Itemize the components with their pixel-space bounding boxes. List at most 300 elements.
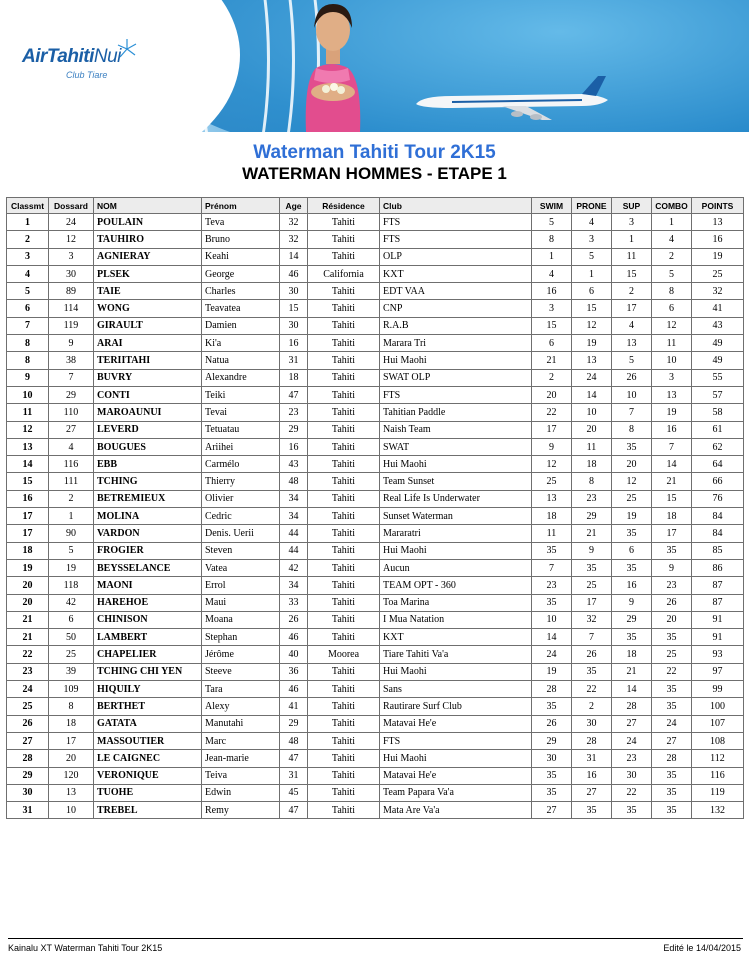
- combo-cell: 26: [652, 594, 692, 611]
- last-name-cell: CHINISON: [94, 611, 202, 628]
- age-cell: 31: [280, 767, 308, 784]
- age-cell: 47: [280, 802, 308, 819]
- sup-cell: 12: [612, 473, 652, 490]
- sup-cell: 5: [612, 352, 652, 369]
- sup-cell: 7: [612, 404, 652, 421]
- prone-cell: 8: [572, 473, 612, 490]
- first-name-cell: Steeve: [202, 663, 280, 680]
- swim-cell: 5: [532, 214, 572, 231]
- points-cell: 108: [692, 732, 744, 749]
- points-cell: 86: [692, 559, 744, 576]
- rank-cell: 17: [7, 525, 49, 542]
- prone-cell: 22: [572, 681, 612, 698]
- bib-cell: 9: [49, 335, 94, 352]
- bib-cell: 17: [49, 732, 94, 749]
- logo-name-thin: Nui: [93, 46, 121, 67]
- table-row: [7, 300, 744, 317]
- sup-cell: 10: [612, 386, 652, 403]
- swim-cell: 17: [532, 421, 572, 438]
- bib-cell: 114: [49, 300, 94, 317]
- table-row: [7, 698, 744, 715]
- prone-cell: 18: [572, 456, 612, 473]
- last-name-cell: HAREHOE: [94, 594, 202, 611]
- points-cell: 49: [692, 352, 744, 369]
- prone-cell: 29: [572, 508, 612, 525]
- prone-cell: 31: [572, 750, 612, 767]
- club-cell: Hui Maohi: [380, 542, 532, 559]
- club-cell: Mata Are Va'a: [380, 802, 532, 819]
- table-row: [7, 231, 744, 248]
- club-cell: Real Life Is Underwater: [380, 490, 532, 507]
- rank-cell: 11: [7, 404, 49, 421]
- bib-cell: 120: [49, 767, 94, 784]
- residence-cell: Tahiti: [308, 490, 380, 507]
- swim-cell: 21: [532, 352, 572, 369]
- column-header: Prénom: [202, 198, 280, 214]
- last-name-cell: BERTHET: [94, 698, 202, 715]
- prone-cell: 2: [572, 698, 612, 715]
- residence-cell: Tahiti: [308, 473, 380, 490]
- club-cell: FTS: [380, 231, 532, 248]
- club-cell: OLP: [380, 248, 532, 265]
- first-name-cell: Manutahi: [202, 715, 280, 732]
- bib-cell: 90: [49, 525, 94, 542]
- sup-cell: 35: [612, 525, 652, 542]
- last-name-cell: MOLINA: [94, 508, 202, 525]
- last-name-cell: BETREMIEUX: [94, 490, 202, 507]
- rank-cell: 15: [7, 473, 49, 490]
- sup-cell: 30: [612, 767, 652, 784]
- table-row: [7, 438, 744, 455]
- age-cell: 30: [280, 283, 308, 300]
- first-name-cell: Tevai: [202, 404, 280, 421]
- table-row: [7, 559, 744, 576]
- bib-cell: 27: [49, 421, 94, 438]
- logo-wordmark: [22, 46, 162, 68]
- last-name-cell: MAROAUNUI: [94, 404, 202, 421]
- table-row: [7, 750, 744, 767]
- first-name-cell: Tetuatau: [202, 421, 280, 438]
- table-row: [7, 611, 744, 628]
- age-cell: 46: [280, 681, 308, 698]
- prone-cell: 14: [572, 386, 612, 403]
- column-header: Club: [380, 198, 532, 214]
- bib-cell: 42: [49, 594, 94, 611]
- table-row: [7, 525, 744, 542]
- swim-cell: 19: [532, 663, 572, 680]
- residence-cell: Tahiti: [308, 525, 380, 542]
- last-name-cell: GATATA: [94, 715, 202, 732]
- combo-cell: 24: [652, 715, 692, 732]
- sup-cell: 24: [612, 732, 652, 749]
- residence-cell: Tahiti: [308, 438, 380, 455]
- bib-cell: 25: [49, 646, 94, 663]
- last-name-cell: GIRAULT: [94, 317, 202, 334]
- points-cell: 132: [692, 802, 744, 819]
- combo-cell: 18: [652, 508, 692, 525]
- table-row: [7, 508, 744, 525]
- combo-cell: 35: [652, 681, 692, 698]
- column-header: Résidence: [308, 198, 380, 214]
- club-cell: SWAT OLP: [380, 369, 532, 386]
- points-cell: 16: [692, 231, 744, 248]
- club-cell: Matavai He'e: [380, 715, 532, 732]
- prone-cell: 4: [572, 214, 612, 231]
- bib-cell: 89: [49, 283, 94, 300]
- last-name-cell: TAIE: [94, 283, 202, 300]
- table-header-row: [7, 198, 744, 214]
- age-cell: 43: [280, 456, 308, 473]
- points-cell: 119: [692, 784, 744, 801]
- page-title: Waterman Tahiti Tour 2K15: [253, 142, 496, 163]
- prone-cell: 35: [572, 559, 612, 576]
- residence-cell: Tahiti: [308, 629, 380, 646]
- table-row: [7, 732, 744, 749]
- first-name-cell: Carmélo: [202, 456, 280, 473]
- points-cell: 93: [692, 646, 744, 663]
- table-row: [7, 490, 744, 507]
- age-cell: 45: [280, 784, 308, 801]
- airtahitinui-logo: [22, 46, 162, 96]
- column-header: POINTS: [692, 198, 744, 214]
- rank-cell: 6: [7, 300, 49, 317]
- table-row: [7, 767, 744, 784]
- prone-cell: 19: [572, 335, 612, 352]
- swim-cell: 15: [532, 317, 572, 334]
- points-cell: 100: [692, 698, 744, 715]
- points-cell: 57: [692, 386, 744, 403]
- bib-cell: 3: [49, 248, 94, 265]
- points-cell: 58: [692, 404, 744, 421]
- combo-cell: 10: [652, 352, 692, 369]
- swim-cell: 35: [532, 542, 572, 559]
- points-cell: 87: [692, 577, 744, 594]
- logo-subtitle: Club Tiare: [66, 70, 108, 80]
- sup-cell: 4: [612, 317, 652, 334]
- column-header: Dossard: [49, 198, 94, 214]
- prone-cell: 25: [572, 577, 612, 594]
- rank-cell: 1: [7, 214, 49, 231]
- club-cell: EDT VAA: [380, 283, 532, 300]
- age-cell: 36: [280, 663, 308, 680]
- combo-cell: 35: [652, 784, 692, 801]
- club-cell: Mararatri: [380, 525, 532, 542]
- swim-cell: 20: [532, 386, 572, 403]
- rank-cell: 27: [7, 732, 49, 749]
- residence-cell: Tahiti: [308, 386, 380, 403]
- sup-cell: 8: [612, 421, 652, 438]
- residence-cell: Tahiti: [308, 335, 380, 352]
- prone-cell: 1: [572, 265, 612, 282]
- sup-cell: 3: [612, 214, 652, 231]
- rank-cell: 3: [7, 248, 49, 265]
- age-cell: 48: [280, 473, 308, 490]
- rank-cell: 28: [7, 750, 49, 767]
- bib-cell: 7: [49, 369, 94, 386]
- club-cell: Sunset Waterman: [380, 508, 532, 525]
- sup-cell: 26: [612, 369, 652, 386]
- combo-cell: 3: [652, 369, 692, 386]
- last-name-cell: TCHING CHI YEN: [94, 663, 202, 680]
- points-cell: 62: [692, 438, 744, 455]
- last-name-cell: WONG: [94, 300, 202, 317]
- swim-cell: 26: [532, 715, 572, 732]
- column-header: COMBO: [652, 198, 692, 214]
- sup-cell: 28: [612, 698, 652, 715]
- points-cell: 87: [692, 594, 744, 611]
- residence-cell: Tahiti: [308, 542, 380, 559]
- residence-cell: Tahiti: [308, 508, 380, 525]
- first-name-cell: Marc: [202, 732, 280, 749]
- club-cell: FTS: [380, 386, 532, 403]
- age-cell: 34: [280, 508, 308, 525]
- table-row: [7, 386, 744, 403]
- residence-cell: Tahiti: [308, 732, 380, 749]
- combo-cell: 8: [652, 283, 692, 300]
- age-cell: 16: [280, 438, 308, 455]
- rank-cell: 21: [7, 629, 49, 646]
- bib-cell: 5: [49, 542, 94, 559]
- table-row: [7, 802, 744, 819]
- residence-cell: Tahiti: [308, 231, 380, 248]
- combo-cell: 4: [652, 231, 692, 248]
- sup-cell: 22: [612, 784, 652, 801]
- points-cell: 84: [692, 525, 744, 542]
- table-body: [7, 214, 744, 819]
- combo-cell: 12: [652, 317, 692, 334]
- last-name-cell: HIQUILY: [94, 681, 202, 698]
- swim-cell: 35: [532, 767, 572, 784]
- residence-cell: Moorea: [308, 646, 380, 663]
- table-row: [7, 646, 744, 663]
- rank-cell: 10: [7, 386, 49, 403]
- sup-cell: 14: [612, 681, 652, 698]
- first-name-cell: Moana: [202, 611, 280, 628]
- age-cell: 15: [280, 300, 308, 317]
- column-header: SWIM: [532, 198, 572, 214]
- rank-cell: 16: [7, 490, 49, 507]
- swim-cell: 35: [532, 698, 572, 715]
- table-row: [7, 335, 744, 352]
- points-cell: 112: [692, 750, 744, 767]
- sup-cell: 15: [612, 265, 652, 282]
- combo-cell: 9: [652, 559, 692, 576]
- bib-cell: 20: [49, 750, 94, 767]
- prone-cell: 7: [572, 629, 612, 646]
- points-cell: 85: [692, 542, 744, 559]
- page-subtitle: WATERMAN HOMMES - ETAPE 1: [242, 164, 507, 183]
- first-name-cell: George: [202, 265, 280, 282]
- first-name-cell: Thierry: [202, 473, 280, 490]
- rank-cell: 23: [7, 663, 49, 680]
- combo-cell: 16: [652, 421, 692, 438]
- rank-cell: 12: [7, 421, 49, 438]
- club-cell: Naish Team: [380, 421, 532, 438]
- residence-cell: Tahiti: [308, 456, 380, 473]
- table-row: [7, 404, 744, 421]
- prone-cell: 15: [572, 300, 612, 317]
- age-cell: 41: [280, 698, 308, 715]
- tiare-flower-icon: [116, 38, 138, 60]
- first-name-cell: Errol: [202, 577, 280, 594]
- age-cell: 26: [280, 611, 308, 628]
- prone-cell: 9: [572, 542, 612, 559]
- combo-cell: 28: [652, 750, 692, 767]
- swim-cell: 35: [532, 594, 572, 611]
- bib-cell: 50: [49, 629, 94, 646]
- sup-cell: 35: [612, 802, 652, 819]
- points-cell: 97: [692, 663, 744, 680]
- bib-cell: 6: [49, 611, 94, 628]
- combo-cell: 15: [652, 490, 692, 507]
- rank-cell: 4: [7, 265, 49, 282]
- residence-cell: Tahiti: [308, 611, 380, 628]
- bib-cell: 30: [49, 265, 94, 282]
- table-row: [7, 594, 744, 611]
- points-cell: 25: [692, 265, 744, 282]
- prone-cell: 17: [572, 594, 612, 611]
- table-row: [7, 317, 744, 334]
- swim-cell: 24: [532, 646, 572, 663]
- last-name-cell: EBB: [94, 456, 202, 473]
- sup-cell: 17: [612, 300, 652, 317]
- rank-cell: 17: [7, 508, 49, 525]
- residence-cell: Tahiti: [308, 317, 380, 334]
- first-name-cell: Ki'a: [202, 335, 280, 352]
- last-name-cell: MAONI: [94, 577, 202, 594]
- swim-cell: 25: [532, 473, 572, 490]
- bib-cell: 109: [49, 681, 94, 698]
- combo-cell: 2: [652, 248, 692, 265]
- swim-cell: 4: [532, 265, 572, 282]
- residence-cell: Tahiti: [308, 715, 380, 732]
- last-name-cell: BUVRY: [94, 369, 202, 386]
- first-name-cell: Teiki: [202, 386, 280, 403]
- table-row: [7, 456, 744, 473]
- prone-cell: 23: [572, 490, 612, 507]
- first-name-cell: Jean-marie: [202, 750, 280, 767]
- sup-cell: 1: [612, 231, 652, 248]
- rank-cell: 18: [7, 542, 49, 559]
- club-cell: Hui Maohi: [380, 663, 532, 680]
- sup-cell: 2: [612, 283, 652, 300]
- first-name-cell: Cedric: [202, 508, 280, 525]
- age-cell: 31: [280, 352, 308, 369]
- last-name-cell: TCHING: [94, 473, 202, 490]
- rank-cell: 13: [7, 438, 49, 455]
- points-cell: 55: [692, 369, 744, 386]
- table-row: [7, 473, 744, 490]
- footer-divider: [8, 938, 743, 939]
- club-cell: Toa Marina: [380, 594, 532, 611]
- bib-cell: 10: [49, 802, 94, 819]
- sup-cell: 9: [612, 594, 652, 611]
- rank-cell: 8: [7, 352, 49, 369]
- bib-cell: 24: [49, 214, 94, 231]
- first-name-cell: Ariihei: [202, 438, 280, 455]
- last-name-cell: TREBEL: [94, 802, 202, 819]
- swim-cell: 28: [532, 681, 572, 698]
- last-name-cell: LE CAIGNEC: [94, 750, 202, 767]
- combo-cell: 27: [652, 732, 692, 749]
- combo-cell: 19: [652, 404, 692, 421]
- combo-cell: 7: [652, 438, 692, 455]
- age-cell: 18: [280, 369, 308, 386]
- club-cell: Marara Tri: [380, 335, 532, 352]
- club-cell: SWAT: [380, 438, 532, 455]
- swim-cell: 16: [532, 283, 572, 300]
- swim-cell: 9: [532, 438, 572, 455]
- swim-cell: 11: [532, 525, 572, 542]
- last-name-cell: TAUHIRO: [94, 231, 202, 248]
- sup-cell: 29: [612, 611, 652, 628]
- combo-cell: 35: [652, 767, 692, 784]
- swim-cell: 35: [532, 784, 572, 801]
- rank-cell: 31: [7, 802, 49, 819]
- club-cell: Hui Maohi: [380, 456, 532, 473]
- prone-cell: 35: [572, 802, 612, 819]
- last-name-cell: BOUGUES: [94, 438, 202, 455]
- residence-cell: California: [308, 265, 380, 282]
- last-name-cell: MASSOUTIER: [94, 732, 202, 749]
- combo-cell: 35: [652, 629, 692, 646]
- last-name-cell: CHAPELIER: [94, 646, 202, 663]
- points-cell: 32: [692, 283, 744, 300]
- last-name-cell: POULAIN: [94, 214, 202, 231]
- age-cell: 16: [280, 335, 308, 352]
- sup-cell: 35: [612, 629, 652, 646]
- swim-cell: 6: [532, 335, 572, 352]
- residence-cell: Tahiti: [308, 300, 380, 317]
- first-name-cell: Teva: [202, 214, 280, 231]
- swim-cell: 7: [532, 559, 572, 576]
- residence-cell: Tahiti: [308, 663, 380, 680]
- last-name-cell: TERIITAHI: [94, 352, 202, 369]
- combo-cell: 13: [652, 386, 692, 403]
- combo-cell: 17: [652, 525, 692, 542]
- swim-cell: 29: [532, 732, 572, 749]
- sup-cell: 20: [612, 456, 652, 473]
- residence-cell: Tahiti: [308, 594, 380, 611]
- first-name-cell: Alexandre: [202, 369, 280, 386]
- first-name-cell: Damien: [202, 317, 280, 334]
- age-cell: 32: [280, 231, 308, 248]
- first-name-cell: Remy: [202, 802, 280, 819]
- prone-cell: 6: [572, 283, 612, 300]
- first-name-cell: Vatea: [202, 559, 280, 576]
- combo-cell: 11: [652, 335, 692, 352]
- sup-cell: 18: [612, 646, 652, 663]
- club-cell: Aucun: [380, 559, 532, 576]
- bib-cell: 18: [49, 715, 94, 732]
- last-name-cell: VERONIQUE: [94, 767, 202, 784]
- first-name-cell: Denis. Uerii: [202, 525, 280, 542]
- swim-cell: 1: [532, 248, 572, 265]
- table-row: [7, 577, 744, 594]
- first-name-cell: Teavatea: [202, 300, 280, 317]
- sup-cell: 16: [612, 577, 652, 594]
- first-name-cell: Tara: [202, 681, 280, 698]
- rank-cell: 20: [7, 577, 49, 594]
- sup-cell: 27: [612, 715, 652, 732]
- age-cell: 23: [280, 404, 308, 421]
- club-cell: TEAM OPT - 360: [380, 577, 532, 594]
- table-row: [7, 681, 744, 698]
- last-name-cell: LEVERD: [94, 421, 202, 438]
- points-cell: 49: [692, 335, 744, 352]
- column-header: PRONE: [572, 198, 612, 214]
- first-name-cell: Olivier: [202, 490, 280, 507]
